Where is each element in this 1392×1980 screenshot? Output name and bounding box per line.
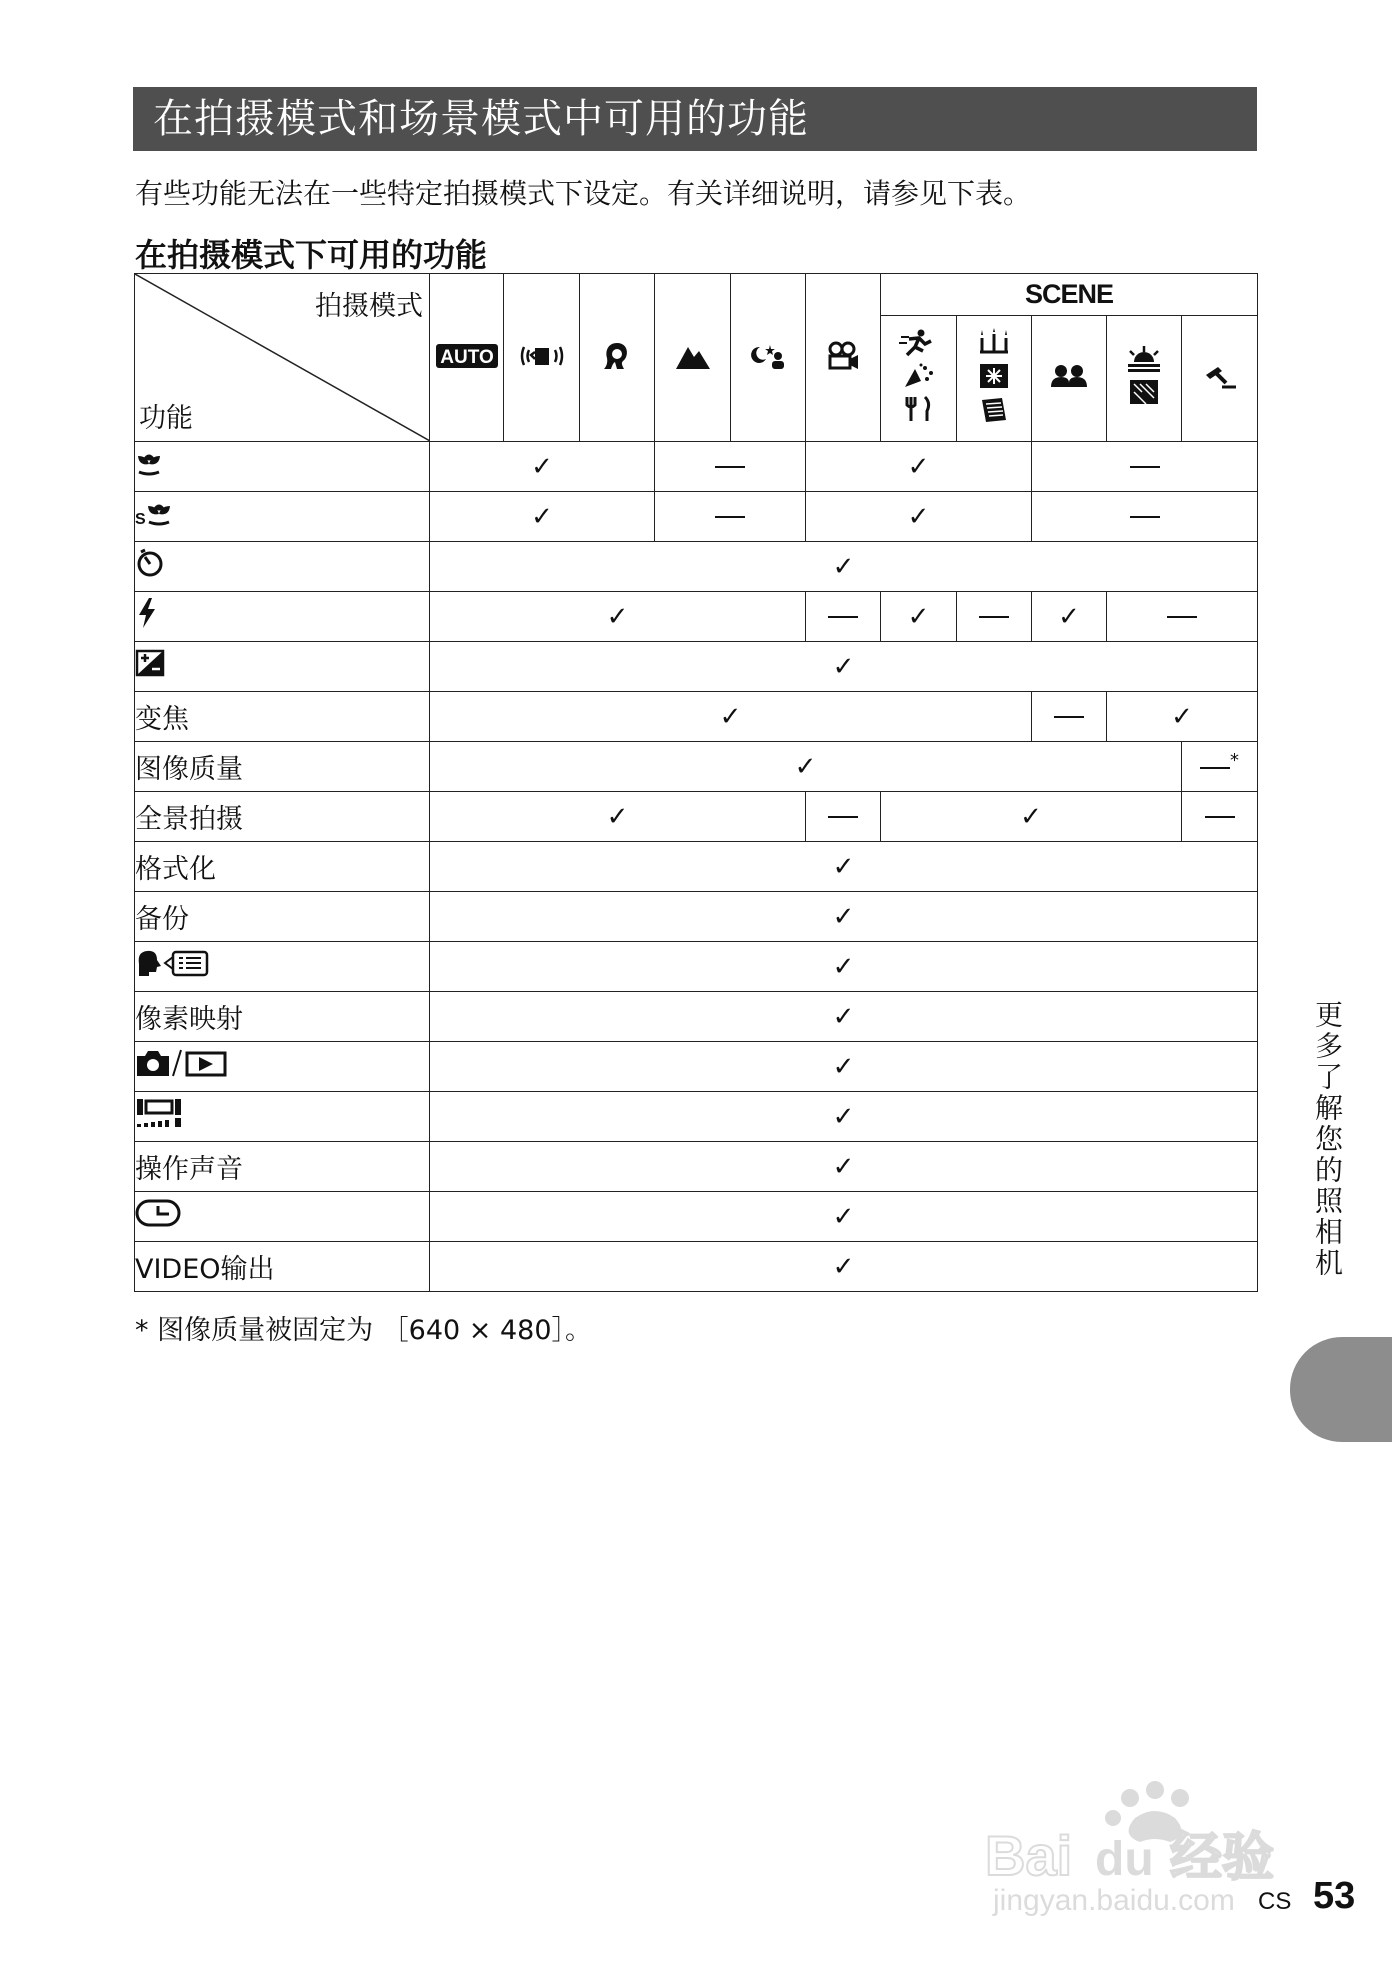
cell-dash	[957, 592, 1032, 642]
row-header-language	[135, 942, 430, 992]
table-row	[135, 992, 1258, 1042]
corner-header-cell	[135, 274, 430, 442]
scene-group-1-header	[881, 316, 957, 442]
table-row	[135, 642, 1258, 692]
portrait-icon	[602, 341, 632, 371]
table-row	[135, 1042, 1258, 1092]
row-header-backup: 备份	[135, 892, 430, 942]
cell-check: ✓	[430, 1242, 1258, 1292]
cell-dash	[1107, 592, 1258, 642]
watermark-url: jingyan.baidu.com	[993, 1884, 1235, 1917]
section-thumb-tab	[1290, 1337, 1392, 1442]
footnote: * 图像质量被固定为 ［640 × 480］。	[135, 1315, 593, 1346]
table-row	[135, 942, 1258, 992]
macro-icon	[135, 450, 163, 476]
cell-check: ✓	[430, 1142, 1258, 1192]
cell-dash	[806, 792, 881, 842]
mode-night-portrait-header	[731, 274, 806, 442]
camera-playback-icon	[135, 1048, 231, 1078]
scene-group-4-header	[1107, 316, 1182, 442]
row-header-super-macro	[135, 492, 430, 542]
table-row	[135, 1192, 1258, 1242]
cell-dash	[1182, 792, 1258, 842]
cell-dash	[806, 592, 881, 642]
watermark-text-2: du	[1095, 1833, 1154, 1886]
cell-check: ✓	[430, 1192, 1258, 1242]
footnote-star: *	[1230, 750, 1240, 772]
table-row	[135, 1142, 1258, 1192]
page-number: 53	[1313, 1875, 1356, 1917]
table-row	[135, 492, 1258, 542]
fireworks-icon	[974, 362, 1014, 390]
table-subtitle: 在拍摄模式下可用的功能	[135, 236, 488, 274]
exposure-compensation-icon	[135, 649, 165, 677]
cell-check: ✓	[430, 1092, 1258, 1142]
document-icon	[974, 396, 1014, 424]
cell-check: ✓	[430, 842, 1258, 892]
table-row	[135, 892, 1258, 942]
super-macro-icon	[135, 500, 175, 526]
self-timer-icon	[135, 548, 165, 578]
cell-check: ✓	[430, 992, 1258, 1042]
cell-check: ✓	[430, 442, 655, 492]
cell-check: ✓	[430, 492, 655, 542]
mode-portrait-header	[580, 274, 655, 442]
cell-check: ✓	[430, 1042, 1258, 1092]
row-header-clock	[135, 1192, 430, 1242]
table-row	[135, 1242, 1258, 1292]
shooting-mode-label: 拍摄模式	[315, 291, 423, 322]
mode-auto-header	[430, 274, 504, 442]
cell-check: ✓	[430, 692, 1032, 742]
cell-check: ✓	[806, 442, 1032, 492]
scene-label: SCENE	[1025, 279, 1114, 310]
dash-mark	[979, 616, 1009, 618]
dash-mark	[828, 616, 858, 618]
cell-dash	[655, 492, 806, 542]
row-header-macro	[135, 442, 430, 492]
cell-check: ✓	[881, 792, 1182, 842]
image-stabilizer-icon	[520, 341, 564, 371]
table-row	[135, 542, 1258, 592]
dash-mark	[1054, 716, 1084, 718]
row-header-zoom: 变焦	[135, 692, 430, 742]
mode-stabilizer-header	[504, 274, 580, 442]
row-header-image-quality: 图像质量	[135, 742, 430, 792]
function-availability-table	[134, 273, 1258, 1292]
watermark-text-1: Bai	[985, 1824, 1073, 1887]
row-header-exposure	[135, 642, 430, 692]
mode-movie-header	[806, 274, 881, 442]
cell-dash	[1032, 442, 1258, 492]
cell-check: ✓	[430, 642, 1258, 692]
clock-icon	[135, 1198, 183, 1228]
night-portrait-icon	[750, 343, 786, 369]
row-header-pixel-mapping: 像素映射	[135, 992, 430, 1042]
dash-mark	[1200, 767, 1230, 769]
row-header-format: 格式化	[135, 842, 430, 892]
dash-mark	[1130, 466, 1160, 468]
table-row	[135, 592, 1258, 642]
svg-text:S: S	[135, 511, 146, 526]
row-header-panorama: 全景拍摄	[135, 792, 430, 842]
dash-mark	[715, 516, 745, 518]
cell-check: ✓	[430, 892, 1258, 942]
row-header-self-timer	[135, 542, 430, 592]
row-header-operation-sound: 操作声音	[135, 1142, 430, 1192]
row-header-video-out: VIDEO输出	[135, 1242, 430, 1292]
dash-mark	[828, 816, 858, 818]
table-row	[135, 792, 1258, 842]
row-header-monitor	[135, 1092, 430, 1142]
table-row	[135, 442, 1258, 492]
mode-landscape-header	[655, 274, 731, 442]
watermark-text-3: 经验	[1170, 1828, 1275, 1888]
movie-icon	[826, 341, 860, 371]
sport-icon	[899, 329, 939, 357]
cell-check: ✓	[430, 942, 1258, 992]
dash-mark	[1205, 816, 1235, 818]
cell-dash	[655, 442, 806, 492]
table-row	[135, 1092, 1258, 1142]
row-header-flash	[135, 592, 430, 642]
dash-mark	[1130, 516, 1160, 518]
cell-dash	[1032, 692, 1107, 742]
language-code: CS	[1258, 1888, 1292, 1915]
cell-check: ✓	[1107, 692, 1258, 742]
cuisine-icon	[899, 395, 939, 423]
sunset-icon	[1124, 346, 1164, 372]
candle-icon	[974, 328, 1014, 356]
scene-group-2-header	[957, 316, 1032, 442]
intro-text: 有些功能无法在一些特定拍摄模式下设定。有关详细说明，请参见下表。	[135, 177, 1032, 210]
flash-icon	[135, 597, 159, 629]
scene-group-5-header	[1182, 316, 1258, 442]
language-menu-icon	[135, 948, 211, 978]
scene-header	[881, 274, 1258, 316]
table-row	[135, 692, 1258, 742]
dash-mark	[715, 466, 745, 468]
dash-mark	[1167, 616, 1197, 618]
page-title: 在拍摄模式和场景模式中可用的功能	[153, 96, 809, 142]
cell-check: ✓	[1032, 592, 1107, 642]
monitor-brightness-icon	[135, 1097, 183, 1129]
auto-icon	[435, 343, 499, 369]
cell-check: ✓	[430, 592, 806, 642]
baidu-watermark	[985, 1770, 1305, 1920]
table-row	[135, 742, 1258, 792]
row-header-camera-playback	[135, 1042, 430, 1092]
table-row	[135, 842, 1258, 892]
section-side-label: 更多了解您的照相机	[1311, 1000, 1344, 1279]
behind-glass-icon	[1124, 378, 1164, 406]
landscape-icon	[674, 342, 712, 370]
cell-dash-star	[1182, 742, 1258, 792]
party-icon	[899, 363, 939, 389]
function-label: 功能	[139, 403, 193, 434]
cell-check: ✓	[430, 792, 806, 842]
cell-check: ✓	[430, 542, 1258, 592]
auction-icon	[1200, 363, 1240, 389]
section-title-bar	[133, 87, 1257, 151]
svg-text:AUTO: AUTO	[439, 346, 494, 368]
cell-dash	[1032, 492, 1258, 542]
cell-check: ✓	[430, 742, 1182, 792]
cell-check: ✓	[881, 592, 957, 642]
self-portrait-icon	[1049, 363, 1089, 389]
scene-group-3-header	[1032, 316, 1107, 442]
cell-check: ✓	[806, 492, 1032, 542]
